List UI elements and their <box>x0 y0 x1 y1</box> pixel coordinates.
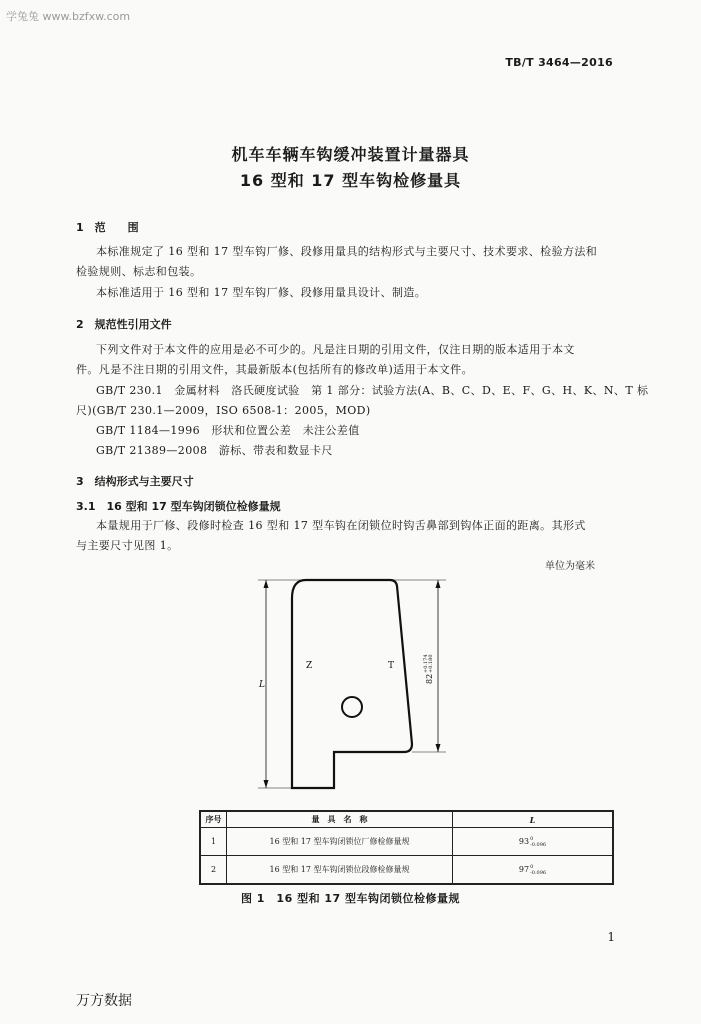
gauge-hole <box>342 697 362 717</box>
gauge-drawing <box>240 572 470 792</box>
table-header-row <box>200 811 613 828</box>
section-3-1-paragraph-1a: 本量规用于厂修、段修时检查 16 型和 17 型车钩在闭锁位时钩舌鼻部到钩体正面的距离。其形式 <box>96 519 586 532</box>
row-2-value-cell <box>453 856 614 885</box>
label-82-upper-tol: +0.174 <box>423 654 429 673</box>
gauge-outline <box>292 580 412 788</box>
reference-3: GB/T 21389—2008 游标、带表和数显卡尺 <box>96 444 333 457</box>
label-82-lower-tol: +0.180 <box>428 654 434 673</box>
section-2-paragraph-1a: 下列文件对于本文件的应用是必不可少的。凡是注日期的引用文件，仅注日期的版本适用于本文 <box>96 343 575 356</box>
gauge-spec-table <box>199 810 614 885</box>
section-1-paragraph-1a: 本标准规定了 16 型和 17 型车钩厂修、段修用量具的结构形式与主要尺寸、技术要求、检验方法和 <box>96 245 598 258</box>
reference-1b: 尺)(GB/T 230.1—2009，ISO 6508-1：2005，MOD) <box>76 404 371 417</box>
document-title-line1: 机车车辆车钩缓冲装置计量器具 <box>231 145 470 164</box>
watermark: 学兔兔 www.bzfxw.com <box>6 10 131 23</box>
header-name: 量 具 名 称 <box>227 811 453 828</box>
arrow-82-top <box>436 580 441 588</box>
section-3-heading: 3 结构形式与主要尺寸 <box>76 475 194 488</box>
section-2-paragraph-1b: 件。凡是不注日期的引用文件，其最新版本(包括所有的修改单)适用于本文件。 <box>76 363 473 376</box>
row-1-value-cell <box>453 828 614 856</box>
document-title-line2: 16 型和 17 型车钩检修量具 <box>239 171 462 190</box>
section-3-1-paragraph-1b: 与主要尺寸见图 1。 <box>76 539 179 552</box>
label-t: T <box>388 661 395 671</box>
section-1-heading: 1 范 围 <box>76 221 139 234</box>
section-1-paragraph-2: 本标准适用于 16 型和 17 型车钩厂修、段修用量具设计、制造。 <box>96 286 427 299</box>
page-number: 1 <box>607 930 615 944</box>
row-2-tolerance <box>530 864 546 876</box>
section-2-heading: 2 规范性引用文件 <box>76 318 172 331</box>
row-2-no: 2 <box>200 856 227 885</box>
document-number: TB/T 3464—2016 <box>505 56 613 69</box>
label-l: L <box>259 680 265 690</box>
arrow-82-bottom <box>436 744 441 752</box>
arrow-l-top <box>264 580 269 588</box>
row-1-name: 16 型和 17 型车钩闭锁位厂修检修量规 <box>227 828 453 856</box>
row-1-tol-lower: -0.096 <box>530 841 547 848</box>
section-1-paragraph-1b: 检验规则、标志和包装。 <box>76 265 202 278</box>
label-82: 82 <box>425 673 434 684</box>
row-1-no: 1 <box>200 828 227 856</box>
row-2-name: 16 型和 17 型车钩闭锁位段修检修量规 <box>227 856 453 885</box>
unit-note: 单位为毫米 <box>545 561 595 572</box>
header-l: L <box>453 811 614 828</box>
section-3-1-heading: 3.1 16 型和 17 型车钩闭锁位检修量规 <box>76 500 281 513</box>
table-row <box>200 828 613 856</box>
header-no: 序号 <box>200 811 227 828</box>
row-1-value: 93 <box>518 836 530 846</box>
row-1-tolerance <box>530 836 546 848</box>
row-2-tol-lower: -0.096 <box>530 869 547 876</box>
reference-1a: GB/T 230.1 金属材料 洛氏硬度试验 第 1 部分：试验方法(A、B、C、D、E、F、G、H、K、N、T 标 <box>96 384 649 397</box>
arrow-l-bottom <box>264 780 269 788</box>
reference-2: GB/T 1184—1996 形状和位置公差 未注公差值 <box>96 424 360 437</box>
footer-text: 万方数据 <box>76 993 132 1009</box>
row-2-tol-upper: 0 <box>530 863 534 870</box>
figure-caption: 图 1 16 型和 17 型车钩闭锁位检修量规 <box>240 892 461 905</box>
row-2-value: 97 <box>518 864 530 874</box>
label-z: Z <box>306 661 313 671</box>
table-row <box>200 856 613 885</box>
row-1-tol-upper: 0 <box>530 835 534 842</box>
